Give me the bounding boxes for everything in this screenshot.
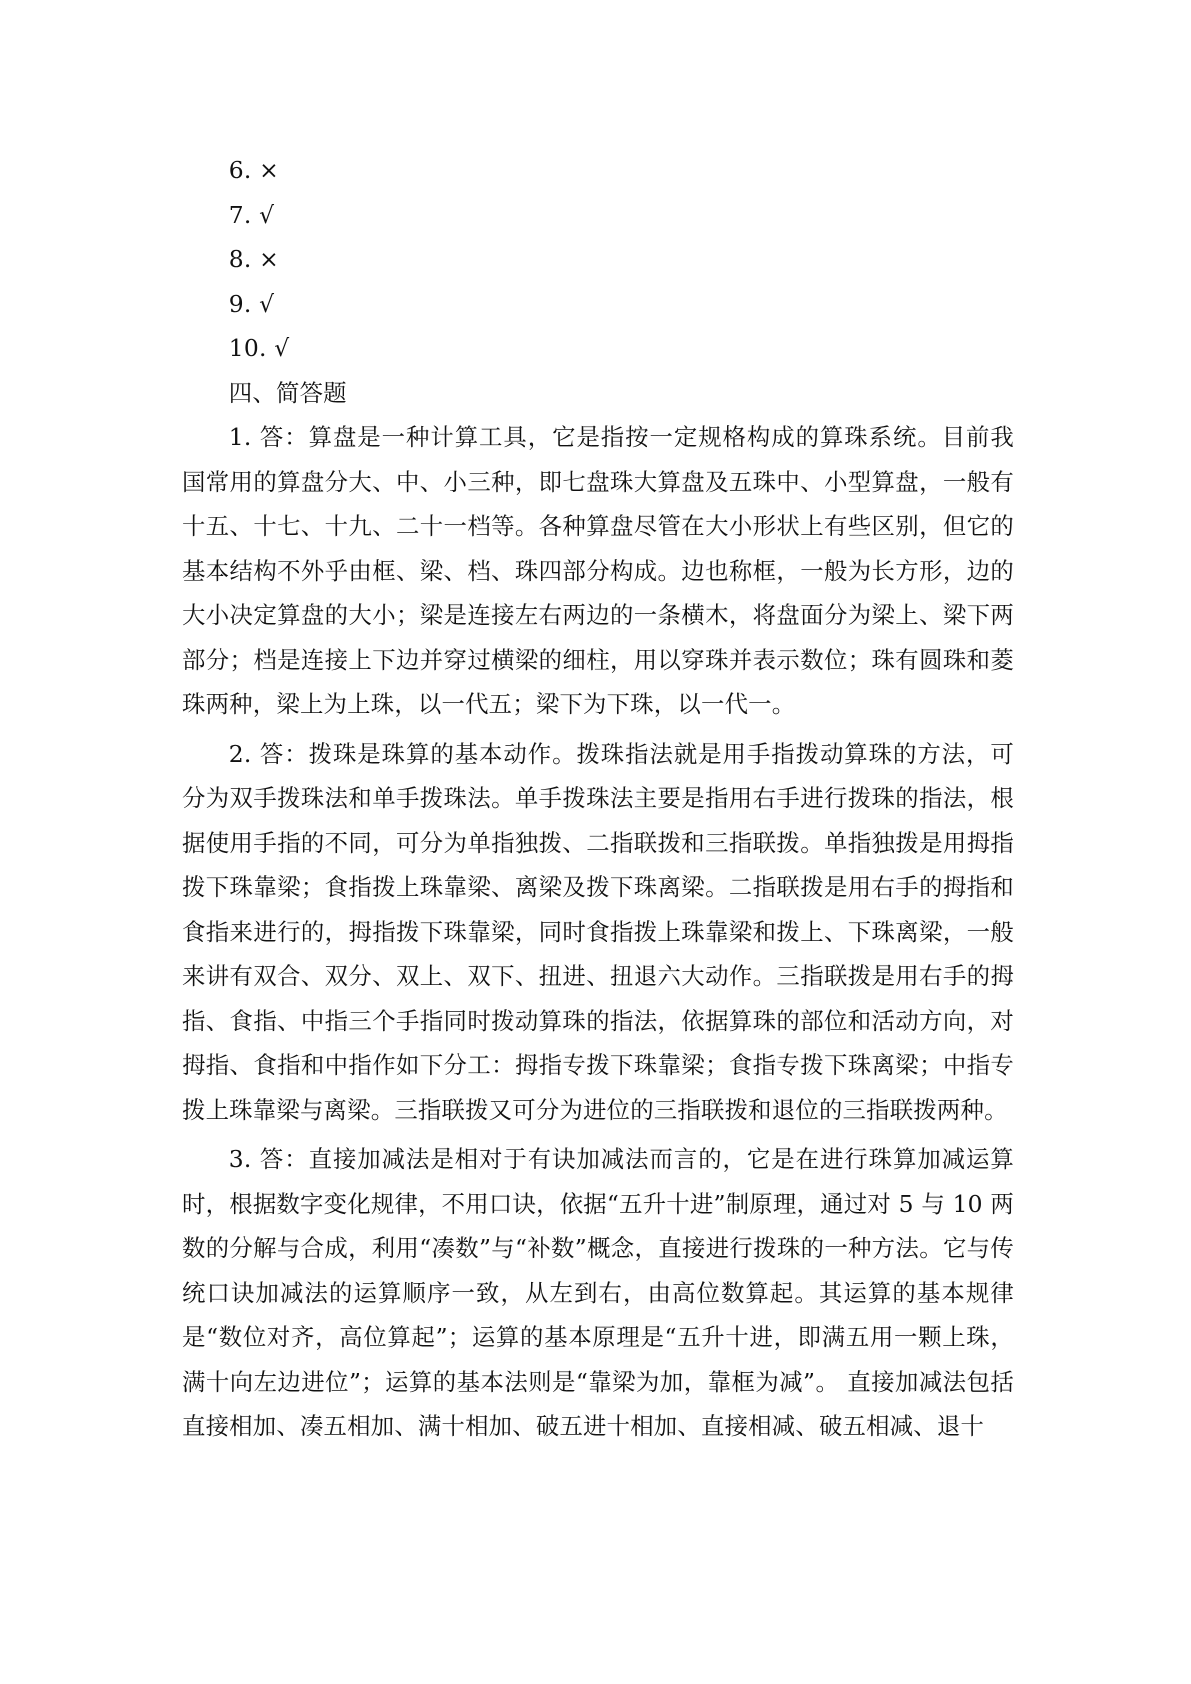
answer-item-6: 6. ×	[228, 156, 279, 184]
page-content	[182, 148, 1014, 1449]
answer-item-7: 7. √	[228, 200, 275, 229]
answer-paragraph-3: 3. 答：直接加减法是相对于有诀加减法而言的，它是在进行珠算加减运算时，根据数字变化规律，不用口诀，依据“五升十进”制原理，通过对 5 与 10 两数的分解与合成，利用“凑数”与“补数”概念，直接进行拨珠的一种方法。它与传统口诀加减法的运算顺序一致，从左到右，由高位数算起。其运算的基本规律是“数位对齐，高位算起”；运算的基本原理是“五升十进，即满五用一颗上珠，满十向左边进位”；运算的基本法则是“靠梁为加，靠框为减”。 直接加减法包括直接相加、凑五相加、满十相加、破五进十相加、直接相减、破五相减、退十	[182, 1145, 1014, 1440]
answer-item-8: 8. ×	[228, 245, 279, 273]
answer-paragraph-1: 1. 答：算盘是一种计算工具，它是指按一定规格构成的算珠系统。目前我国常用的算盘分大、中、小三种，即七盘珠大算盘及五珠中、小型算盘，一般有十五、十七、十九、二十一档等。各种算盘尽管在大小形状上有些区别，但它的基本结构不外乎由框、梁、档、珠四部分构成。边也称框，一般为长方形，边的大小决定算盘的大小；梁是连接左右两边的一条横木，将盘面分为梁上、梁下两部分；档是连接上下边并穿过横梁的细柱，用以穿珠并表示数位；珠有圆珠和菱珠两种，梁上为上珠，以一代五；梁下为下珠，以一代一。	[182, 423, 1014, 718]
section-heading: 四、简答题	[228, 378, 347, 407]
answer-paragraph-2: 2. 答：拨珠是珠算的基本动作。拨珠指法就是用手指拨动算珠的方法，可分为双手拨珠法和单手拨珠法。单手拨珠法主要是指用右手进行拨珠的指法，根据使用手指的不同，可分为单指独拨、二指联拨和三指联拨。单指独拨是用拇指拨下珠靠梁；食指拨上珠靠梁、离梁及拨下珠离梁。二指联拨是用右手的拇指和食指来进行的，拇指拨下珠靠梁，同时食指拨上珠靠梁和拨上、下珠离梁，一般来讲有双合、双分、双上、双下、扭进、扭退六大动作。三指联拨是用右手的拇指、食指、中指三个手指同时拨动算珠的指法，依据算珠的部位和活动方向，对拇指、食指和中指作如下分工：拇指专拨下珠靠梁；食指专拨下珠离梁；中指专拨上珠靠梁与离梁。三指联拨又可分为进位的三指联拨和退位的三指联拨两种。	[182, 739, 1014, 1124]
answer-item-10: 10. √	[228, 334, 290, 362]
answer-item-9: 9. √	[228, 289, 275, 318]
